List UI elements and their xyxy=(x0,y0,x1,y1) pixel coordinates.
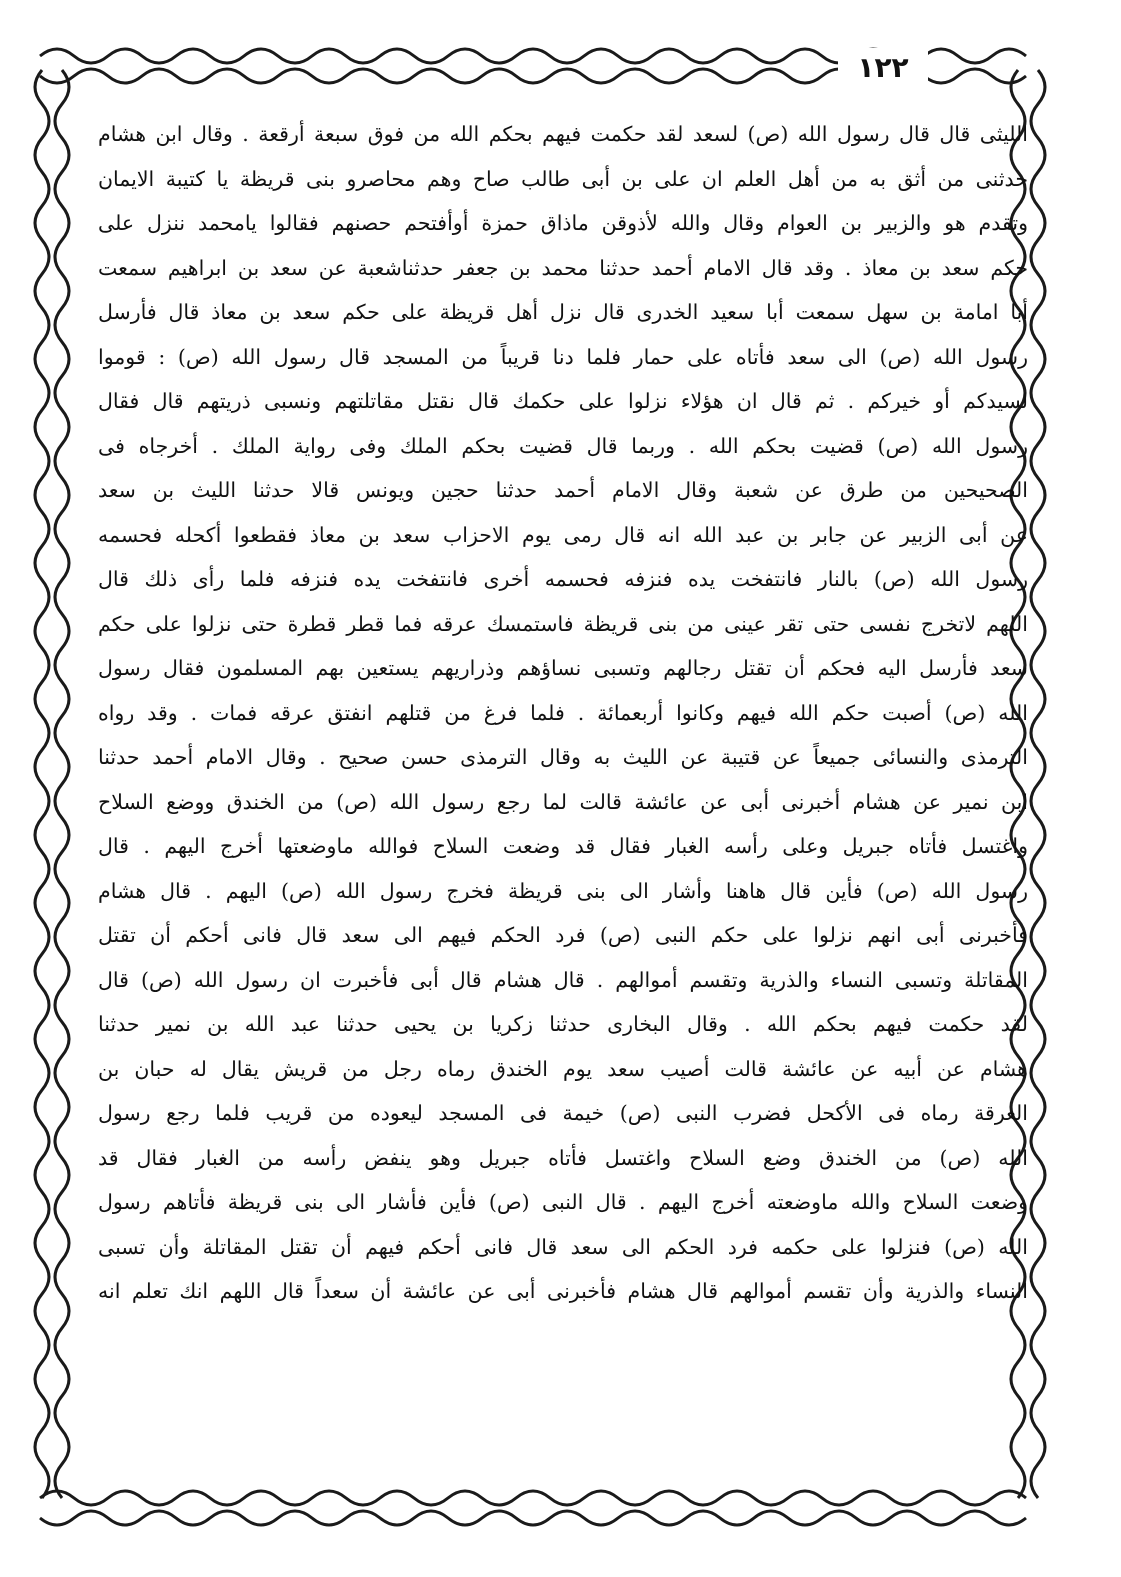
text-line: العرقة رماه فى الأكحل فضرب النبى (ص) خيمة فى المسجد ليعوده من قريب فلما رجع رسول xyxy=(98,1101,1028,1125)
text-line: حكم سعد بن معاذ . وقد قال الامام أحمد حدثنا محمد بن جعفر حدثناشعبة عن سعد بن ابراهيم سمعت xyxy=(98,255,1028,280)
text-line: الليثى قال قال رسول الله (ص) لسعد لقد حكمت فيهم بحكم الله من فوق سبعة أرقعة . وقال ابن هشام xyxy=(98,122,1028,146)
text-line: حدثنى من أثق به من أهل العلم ان على بن أبى طالب صاح وهم محاصرو بنى قريظة يا كتيبة الايمان xyxy=(98,166,1028,191)
text-line: الصحيحين من طرق عن شعبة وقال الامام أحمد حدثنا حجين ويونس قالا حدثنا الليث بن سعد xyxy=(98,478,1028,502)
text-line: الله (ص) أصبت حكم الله فيهم وكانوا أربعمائة . فلما فرغ من قتلهم انفتق عرقه فمات . وقد رواه xyxy=(98,700,1028,725)
text-line: وضعت السلاح والله ماوضعته أخرج اليهم . قال النبى (ص) فأين فأشار الى بنى قريظة فأتاهم رسول xyxy=(98,1190,1028,1214)
text-line: رسول الله (ص) قضيت بحكم الله . وربما قال قضيت بحكم الملك وفى رواية الملك . أخرجاه فى xyxy=(98,433,1028,458)
text-line: اللهم لاتخرج نفسى حتى تقر عينى من بنى قريظة فاستمسك عرقه فما قطر قطرة حتى نزلوا على حكم xyxy=(98,611,1028,636)
text-line: النساء والذرية وأن تقسم أموالهم قال هشام فأخبرنى أبى عن عائشة أن سعداً قال اللهم انك تعلم انه xyxy=(98,1279,1028,1303)
text-line: فأخبرنى أبى انهم نزلوا على حكم النبى (ص) فرد الحكم فيهم الى سعد قال فانى أحكم أن تقتل xyxy=(98,923,1028,947)
text-line: المقاتلة وتسبى النساء والذرية وتقسم أموالهم . قال هشام قال أبى فأخبرت ان رسول الله (ص) قال xyxy=(98,967,1028,992)
text-line: الله (ص) فنزلوا على حكمه فرد الحكم الى سعد قال فانى أحكم فيهم أن تقتل المقاتلة وأن تسبى xyxy=(98,1234,1028,1259)
page-number: ١٢٢ xyxy=(838,48,928,88)
text-line: لسيدكم أو خيركم . ثم قال ان هؤلاء نزلوا على حكمك قال نقتل مقاتلتهم ونسبى ذريتهم قال فقال xyxy=(98,389,1028,413)
text-line: ابن نمير عن هشام أخبرنى أبى عن عائشة قالت لما رجع رسول الله (ص) من الخندق ووضع السلاح xyxy=(98,789,1028,814)
text-line: الترمذى والنسائى جميعاً عن قتيبة عن الليث به وقال الترمذى حسن صحيح . وقال الامام أحمد حدثنا xyxy=(98,745,1028,769)
text-line: رسول الله (ص) بالنار فانتفخت يده فنزفه فحسمه أخرى فانتفخت يده فنزفه فلما رأى ذلك قال xyxy=(98,567,1028,591)
text-line: عن أبى الزبير عن جابر بن عبد الله انه قال رمى يوم الاحزاب سعد بن معاذ فقطعوا أكحله فحسمه xyxy=(98,522,1028,547)
text-line: أبا امامة بن سهل سمعت أبا سعيد الخدرى قال نزل أهل قريظة على حكم سعد بن معاذ قال فأرسل xyxy=(98,300,1028,324)
border-left xyxy=(35,70,69,1498)
text-line: واغتسل فأتاه جبريل وعلى رأسه الغبار فقال قد وضعت السلاح فوالله ماوضعتها أخرج اليهم . قال xyxy=(98,834,1028,858)
text-line: سعد فأرسل اليه فحكم أن تقتل رجالهم وتسبى نساؤهم وذراريهم يستعين بهم المسلمون فقال رسول xyxy=(98,656,1028,680)
text-line: هشام عن أبيه عن عائشة قالت أصيب سعد يوم الخندق رماه رجل من قريش يقال له حبان بن xyxy=(98,1056,1028,1081)
text-line: لقد حكمت فيهم بحكم الله . وقال البخارى حدثنا زكريا بن يحيى حدثنا عبد الله بن نمير حدثنا xyxy=(98,1012,1028,1036)
text-line: رسول الله (ص) الى سعد فأتاه على حمار فلما دنا قريباً من المسجد قال رسول الله (ص) : قوموا xyxy=(98,344,1028,369)
text-line: رسول الله (ص) فأين قال هاهنا وأشار الى بنى قريظة فخرج رسول الله (ص) اليهم . قال هشام xyxy=(98,878,1028,903)
body-text xyxy=(98,112,1028,1512)
text-line: وتقدم هو والزبير بن العوام وقال والله لأذوقن ماذاق حمزة أوأفتحم حصنهم فقالوا يامحمد ننزل على xyxy=(98,211,1028,235)
text-line: الله (ص) من الخندق وضع السلاح واغتسل فأتاه جبريل وهو ينفض رأسه من الغبار فقال قد xyxy=(98,1145,1028,1170)
